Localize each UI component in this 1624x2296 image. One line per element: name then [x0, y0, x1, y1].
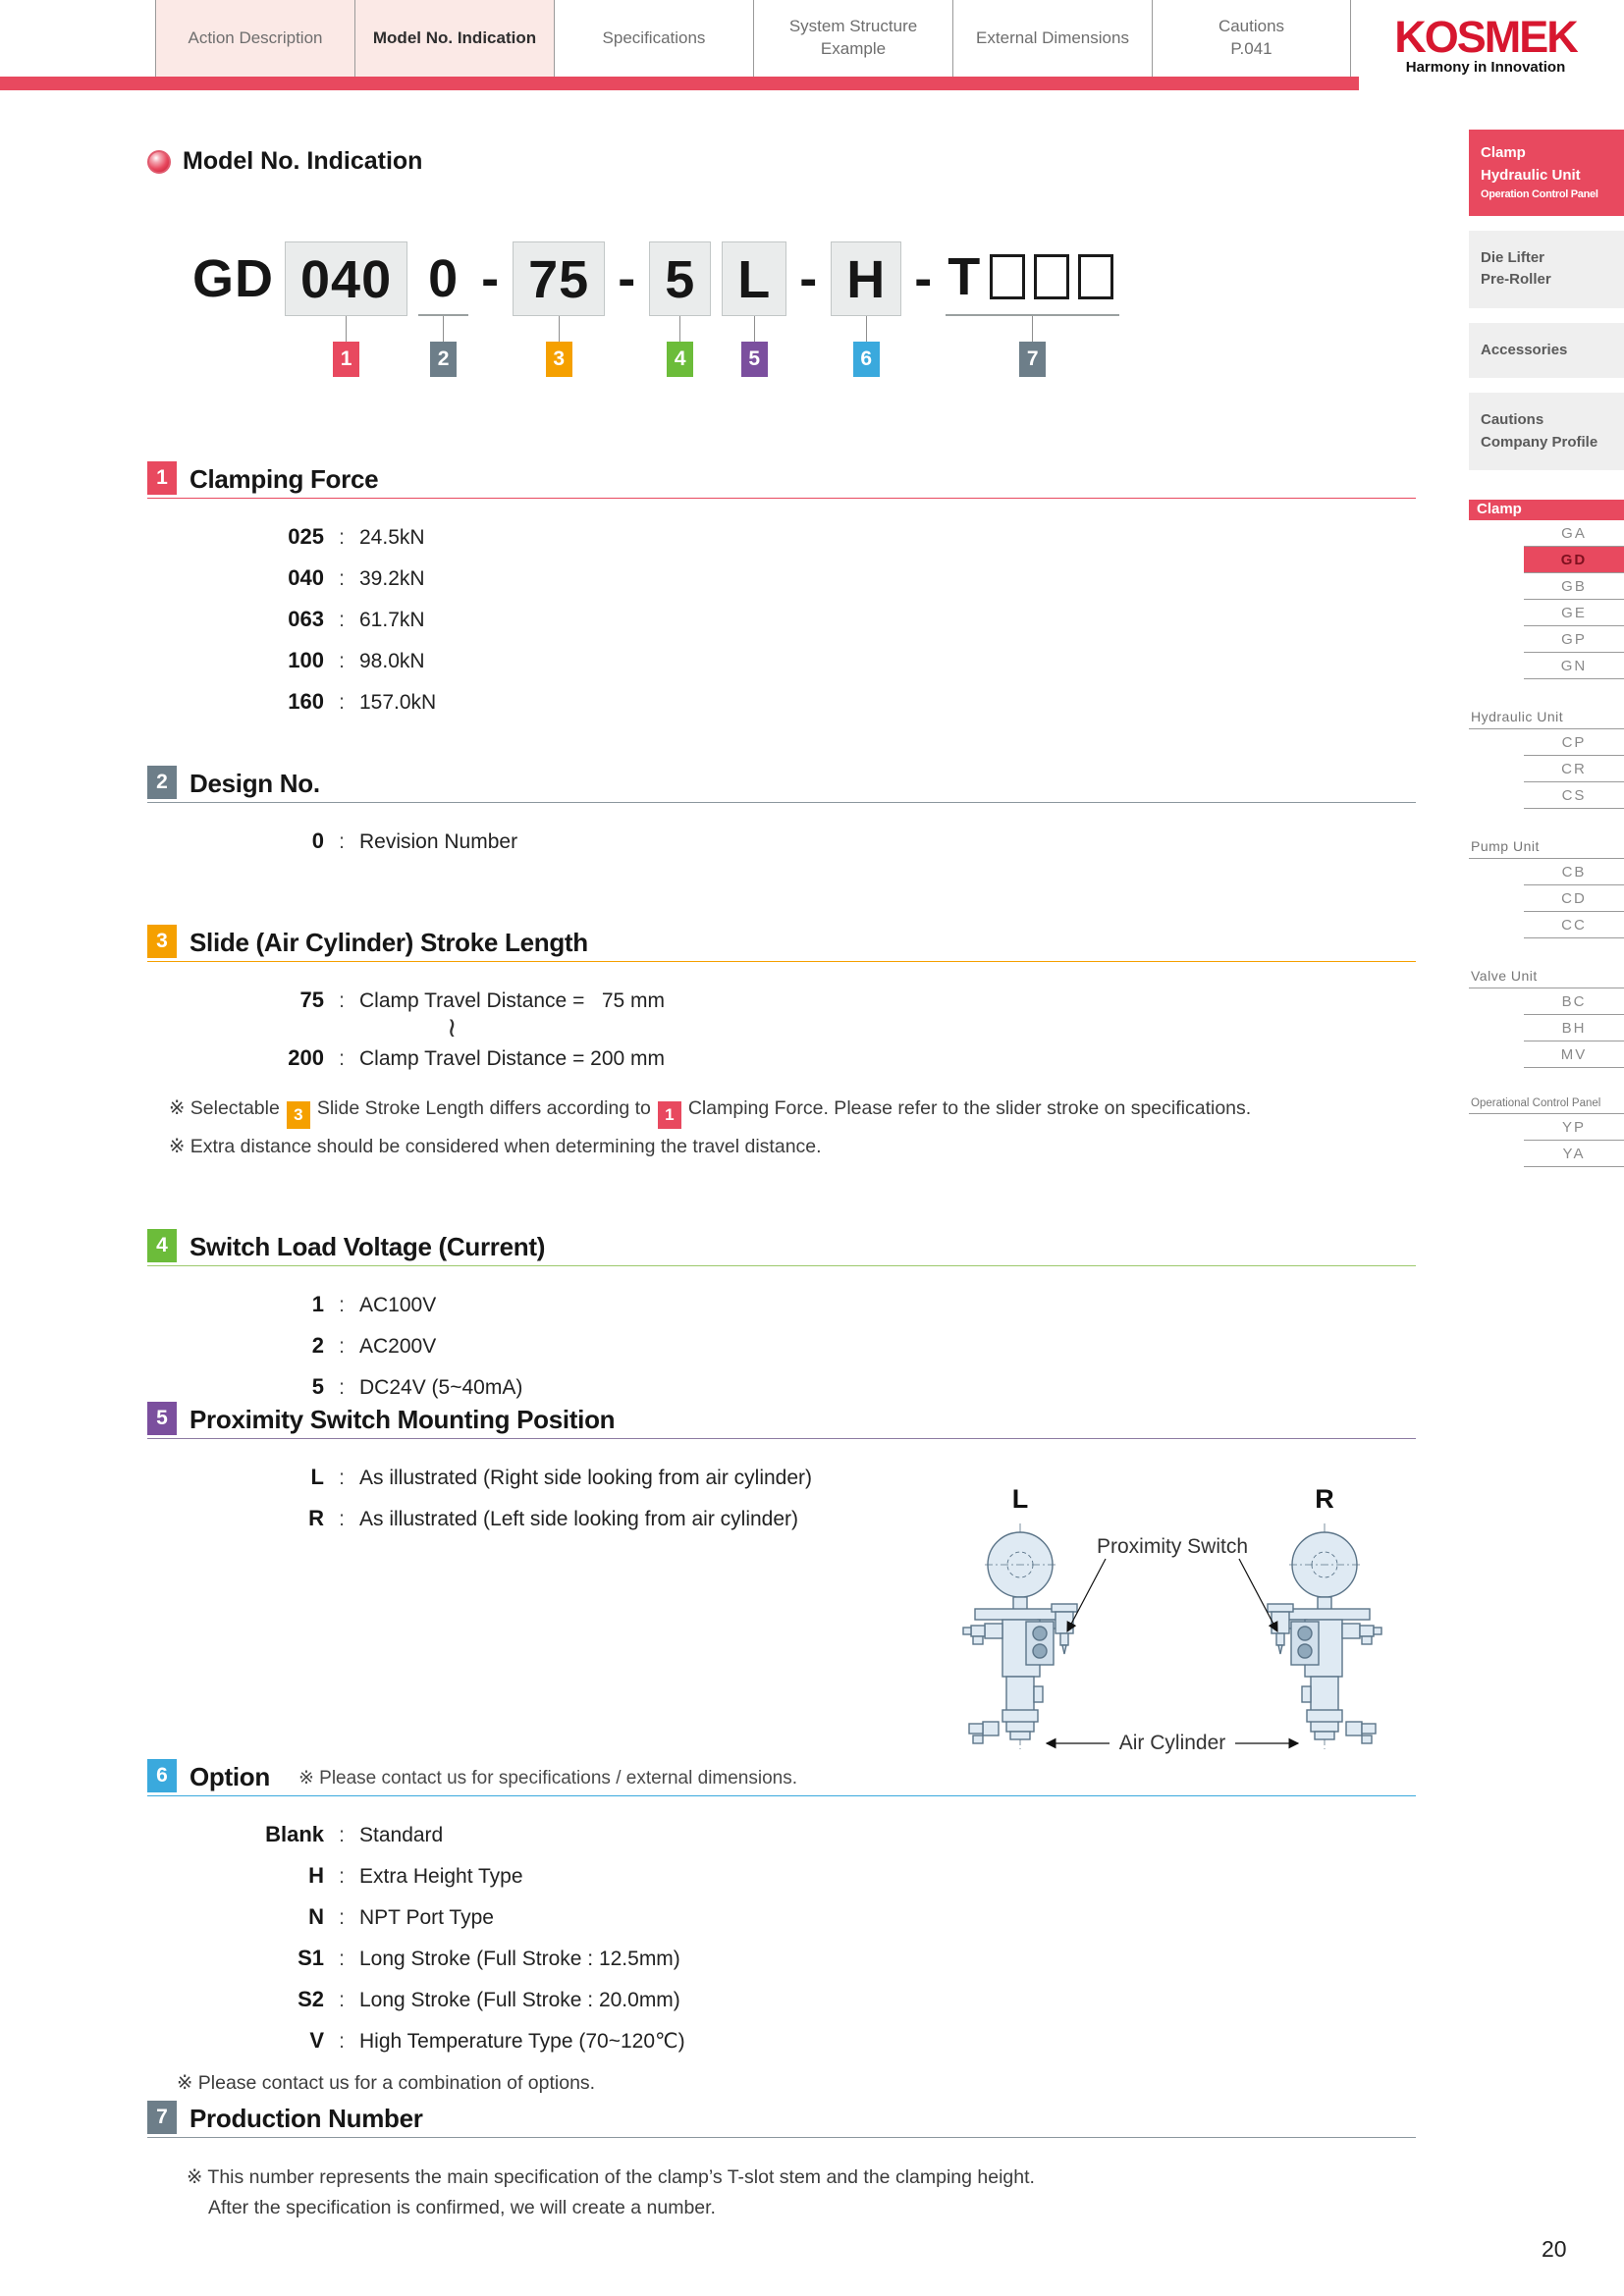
note-text: ※ Selectable	[169, 1097, 280, 1119]
section-title: Clamping Force	[189, 464, 379, 494]
model-char: 5	[649, 241, 711, 316]
item-colon: :	[339, 830, 345, 853]
placeholder-box	[990, 254, 1025, 299]
item-code: H	[308, 1863, 324, 1888]
section-title: Production Number	[189, 2104, 423, 2133]
tab-label: System Structure	[788, 17, 918, 36]
sidebar-item-cb[interactable]: CB	[1524, 859, 1624, 885]
item-code: 75	[299, 988, 324, 1012]
sidebar-block-line: Operation Control Panel	[1481, 188, 1598, 200]
model-part-dash	[479, 241, 502, 316]
diagram-label-l: L	[1011, 1484, 1029, 1514]
note-production-number-1: ※ This number represents the main specification of the clamp’s T-slot stem and the clamping height.	[187, 2166, 1035, 2188]
item-colon: :	[339, 1865, 345, 1888]
marker-connector-line	[754, 316, 755, 342]
tab-model-no-indication[interactable]	[354, 0, 554, 77]
list-item	[206, 607, 1416, 632]
item-desc: High Temperature Type (70~120℃)	[359, 2030, 685, 2053]
model-part-dash	[797, 241, 820, 316]
sidebar-block-line: Die Lifter	[1481, 248, 1545, 266]
list-item	[206, 1946, 1416, 1971]
model-part-design-no	[418, 241, 468, 377]
item-code: 100	[288, 648, 324, 672]
item-desc: Extra Height Type	[359, 1865, 523, 1888]
section-title: Design No.	[189, 769, 320, 798]
item-colon: :	[339, 1376, 345, 1399]
model-part-prefix	[192, 241, 274, 316]
sidebar-item-cc[interactable]: CC	[1524, 912, 1624, 938]
model-part-mounting-position	[722, 241, 786, 377]
production-number-group	[946, 241, 1119, 316]
marker-4: 4	[667, 342, 693, 377]
header-tab-bar	[155, 0, 1351, 77]
item-code: N	[308, 1904, 324, 1929]
section-stroke-length	[147, 925, 1416, 1161]
note-option-combination: ※ Please contact us for a combination of options.	[177, 2072, 596, 2094]
section-items	[206, 988, 1416, 1071]
item-desc: Clamp Travel Distance = 75 mm	[359, 989, 666, 1012]
mounting-position-diagram	[956, 1482, 1388, 1787]
diagram-label-proximity-switch: Proximity Switch	[1096, 1535, 1249, 1558]
item-colon: :	[339, 609, 345, 631]
item-colon: :	[339, 1989, 345, 2011]
section-number-badge: 4	[147, 1229, 177, 1262]
item-colon: :	[339, 1824, 345, 1846]
note-production-number-2: After the specification is confirmed, we will create a number.	[208, 2197, 716, 2219]
item-desc: Standard	[359, 1824, 444, 1846]
section-option	[147, 1759, 1416, 2098]
note-extra-distance: ※ Extra distance should be considered when determining the travel distance.	[169, 1136, 822, 1157]
item-code: 5	[311, 1374, 324, 1399]
model-part-stroke-length	[513, 241, 605, 377]
sidebar-block-line: Accessories	[1481, 341, 1568, 358]
tab-label: Action Description	[188, 27, 323, 47]
sidebar-item-cp[interactable]: CP	[1524, 729, 1624, 756]
item-code: 2	[311, 1333, 324, 1358]
tab-label: Model No. Indication	[372, 27, 537, 47]
note-selectable	[169, 1095, 1416, 1129]
item-desc: Revision Number	[359, 830, 518, 853]
model-char: 0	[418, 241, 468, 316]
sidebar-nav-header-hydraulic-unit: Hydraulic Unit	[1469, 707, 1624, 729]
sidebar-block-line: Pre-Roller	[1481, 271, 1551, 288]
sidebar-nav-header-clamp: Clamp	[1469, 500, 1624, 520]
page-number: 20	[1542, 2236, 1567, 2262]
model-char: -	[481, 249, 501, 308]
tab-label: Specifications	[602, 27, 706, 47]
item-colon: :	[339, 1508, 345, 1530]
logo-brand-text: KOSMEK	[1394, 12, 1577, 62]
sidebar-block-accessories[interactable]	[1469, 323, 1624, 379]
sidebar-item-gd[interactable]: GD	[1524, 547, 1624, 573]
sidebar-nav-header-operational-control-panel: Operational Control Panel	[1469, 1095, 1624, 1114]
marker-6: 6	[853, 342, 880, 377]
sidebar-item-bc[interactable]: BC	[1524, 988, 1624, 1015]
section-header	[147, 1402, 1416, 1439]
item-colon: :	[339, 2030, 345, 2053]
model-part-production-number	[946, 241, 1119, 377]
item-desc: As illustrated (Right side looking from air cylinder)	[359, 1467, 813, 1489]
item-code: Blank	[265, 1822, 324, 1846]
item-code: 040	[288, 565, 324, 590]
list-item	[206, 524, 1416, 550]
sidebar-block-line: Cautions	[1481, 411, 1544, 428]
item-desc: Clamp Travel Distance = 200 mm	[359, 1047, 666, 1070]
section-items	[206, 1822, 1416, 2054]
tab-label: Example	[820, 39, 887, 58]
model-part-dash	[912, 241, 935, 316]
section-design-no	[147, 766, 1416, 870]
section-items	[206, 828, 1416, 854]
sidebar-block-line: Company Profile	[1481, 433, 1598, 451]
section-items	[206, 524, 1416, 715]
item-colon: :	[339, 989, 345, 1012]
marker-5: 5	[741, 342, 768, 377]
marker-connector-line	[866, 316, 867, 342]
item-desc: As illustrated (Left side looking from air cylinder)	[359, 1508, 799, 1530]
tab-label: External Dimensions	[976, 27, 1129, 47]
sidebar-item-gn[interactable]: GN	[1524, 653, 1624, 679]
sidebar-item-ge[interactable]: GE	[1524, 600, 1624, 626]
list-item	[206, 565, 1416, 591]
section-header-note: ※ Please contact us for specifications / external dimensions.	[298, 1768, 798, 1789]
item-code: 063	[288, 607, 324, 631]
marker-connector-line	[443, 316, 444, 342]
item-colon: :	[339, 526, 345, 549]
section-switch-load-voltage	[147, 1229, 1416, 1415]
placeholder-box	[1034, 254, 1069, 299]
section-title: Switch Load Voltage (Current)	[189, 1232, 546, 1261]
item-code: V	[309, 2028, 324, 2053]
item-code: L	[310, 1465, 324, 1489]
sidebar-item-gp[interactable]: GP	[1524, 626, 1624, 653]
model-char: -	[799, 249, 819, 308]
section-content	[147, 1465, 1416, 1754]
tab-external-dimensions[interactable]	[952, 0, 1152, 77]
item-desc: 61.7kN	[359, 609, 425, 631]
tab-action-description[interactable]	[155, 0, 354, 77]
item-desc: 24.5kN	[359, 526, 425, 549]
list-item	[206, 1987, 1416, 2012]
diagram-label-air-cylinder: Air Cylinder	[1118, 1732, 1226, 1754]
marker-connector-line	[559, 316, 560, 342]
placeholder-box	[1078, 254, 1113, 299]
item-desc: 39.2kN	[359, 567, 425, 590]
sidebar-item-gb[interactable]: GB	[1524, 573, 1624, 600]
section-number-badge: 5	[147, 1402, 177, 1435]
section-items	[206, 1292, 1416, 1400]
sidebar-item-ya[interactable]: YA	[1524, 1141, 1624, 1167]
sidebar-item-bh[interactable]: BH	[1524, 1015, 1624, 1041]
marker-connector-line	[346, 316, 347, 342]
model-part-clamping-force	[285, 241, 407, 377]
section-number-badge: 2	[147, 766, 177, 799]
section-title: Proximity Switch Mounting Position	[189, 1405, 616, 1434]
page-title: Model No. Indication	[183, 147, 423, 175]
model-char: -	[914, 249, 934, 308]
item-colon: :	[339, 1906, 345, 1929]
list-item	[206, 648, 1416, 673]
sidebar	[1469, 130, 1624, 1167]
item-code: 1	[311, 1292, 324, 1316]
model-char: -	[618, 249, 637, 308]
note-text: Slide Stroke Length differs according to	[316, 1097, 651, 1119]
inline-badge-3: 3	[287, 1101, 310, 1129]
section-header	[147, 461, 1416, 499]
item-colon: :	[339, 567, 345, 590]
tab-label: Cautions	[1218, 17, 1285, 36]
item-code: S1	[298, 1946, 324, 1970]
model-number-row	[192, 241, 1130, 377]
item-colon: :	[339, 1294, 345, 1316]
sidebar-block-line: Hydraulic Unit	[1481, 166, 1581, 184]
sidebar-block-clamp-group[interactable]	[1469, 130, 1624, 216]
section-number-badge: 6	[147, 1759, 177, 1792]
section-number-badge: 7	[147, 2101, 177, 2134]
section-number-badge: 3	[147, 925, 177, 958]
list-item	[206, 1904, 1416, 1930]
item-desc: DC24V (5~40mA)	[359, 1376, 523, 1399]
model-part-voltage	[649, 241, 711, 377]
marker-3: 3	[546, 342, 572, 377]
tab-label: P.041	[1230, 39, 1272, 58]
diagram-label-r: R	[1315, 1484, 1334, 1514]
list-item	[206, 1374, 1416, 1400]
sidebar-item-cd[interactable]: CD	[1524, 885, 1624, 912]
sidebar-nav-header-valve-unit: Valve Unit	[1469, 966, 1624, 988]
marker-7: 7	[1019, 342, 1046, 377]
item-desc: 157.0kN	[359, 691, 437, 714]
list-item	[206, 828, 1416, 854]
item-code: S2	[298, 1987, 324, 2011]
logo-tagline: Harmony in Innovation	[1405, 59, 1566, 76]
model-part-dash	[616, 241, 638, 316]
model-char: L	[722, 241, 786, 316]
section-proximity-switch-position	[147, 1402, 1416, 1754]
kosmek-logo	[1363, 12, 1608, 76]
sidebar-block-line: Clamp	[1481, 144, 1526, 161]
list-item	[206, 2028, 1416, 2054]
sidebar-item-mv[interactable]: MV	[1524, 1041, 1624, 1068]
section-title: Slide (Air Cylinder) Stroke Length	[189, 928, 588, 957]
sidebar-nav-header-pump-unit: Pump Unit	[1469, 836, 1624, 859]
model-part-option	[831, 241, 901, 377]
sidebar-nav	[1469, 500, 1624, 1167]
marker-connector-line	[1032, 316, 1033, 342]
note-text: Clamping Force. Please refer to the slider stroke on specifications.	[687, 1097, 1252, 1119]
item-colon: :	[339, 1047, 345, 1070]
item-code: 200	[288, 1045, 324, 1070]
model-char: 040	[285, 241, 407, 316]
item-colon: :	[339, 1948, 345, 1970]
item-colon: :	[339, 650, 345, 672]
item-desc: AC100V	[359, 1294, 437, 1316]
section-number-badge: 1	[147, 461, 177, 495]
marker-2: 2	[430, 342, 457, 377]
tab-specifications[interactable]	[554, 0, 753, 77]
list-item	[206, 1822, 1416, 1847]
item-desc: NPT Port Type	[359, 1906, 494, 1929]
sidebar-item-cr[interactable]: CR	[1524, 756, 1624, 782]
item-colon: :	[339, 691, 345, 714]
item-colon: :	[339, 1335, 345, 1358]
section-production-number	[147, 2101, 1416, 2223]
section-header	[147, 1759, 1416, 1796]
list-item	[206, 988, 1416, 1013]
sidebar-block-die-lifter[interactable]	[1469, 231, 1624, 308]
inline-badge-1: 1	[658, 1101, 681, 1129]
list-item	[206, 1333, 1416, 1359]
item-code: 025	[288, 524, 324, 549]
marker-1: 1	[333, 342, 359, 377]
model-char: 75	[513, 241, 605, 316]
header-accent-bar	[0, 77, 1359, 90]
item-code: 0	[311, 828, 324, 853]
sidebar-item-yp[interactable]: YP	[1524, 1114, 1624, 1141]
model-char: GD	[192, 249, 274, 308]
list-item	[206, 689, 1416, 715]
list-item	[206, 1292, 1416, 1317]
item-desc: AC200V	[359, 1335, 437, 1358]
sidebar-block-cautions[interactable]	[1469, 393, 1624, 470]
sidebar-item-cs[interactable]: CS	[1524, 782, 1624, 809]
section-header	[147, 925, 1416, 962]
list-item	[206, 1045, 1416, 1071]
section-title: Option	[189, 1762, 270, 1791]
item-desc: Long Stroke (Full Stroke : 12.5mm)	[359, 1948, 680, 1970]
item-code: R	[308, 1506, 324, 1530]
section-header	[147, 1229, 1416, 1266]
model-char: T	[947, 247, 982, 306]
item-desc: Long Stroke (Full Stroke : 20.0mm)	[359, 1989, 680, 2011]
section-header	[147, 766, 1416, 803]
page-title-row	[147, 147, 422, 176]
section-header	[147, 2101, 1416, 2138]
tab-cautions[interactable]	[1152, 0, 1351, 77]
item-colon: :	[339, 1467, 345, 1489]
list-item	[206, 1863, 1416, 1889]
model-char: H	[831, 241, 901, 316]
tab-system-structure-example[interactable]	[753, 0, 952, 77]
section-clamping-force	[147, 461, 1416, 730]
range-tilde: ≀	[447, 1012, 458, 1042]
item-code: 160	[288, 689, 324, 714]
marker-connector-line	[679, 316, 680, 342]
red-ball-icon	[147, 150, 171, 174]
item-desc: 98.0kN	[359, 650, 425, 672]
sidebar-item-ga[interactable]: GA	[1524, 520, 1624, 547]
